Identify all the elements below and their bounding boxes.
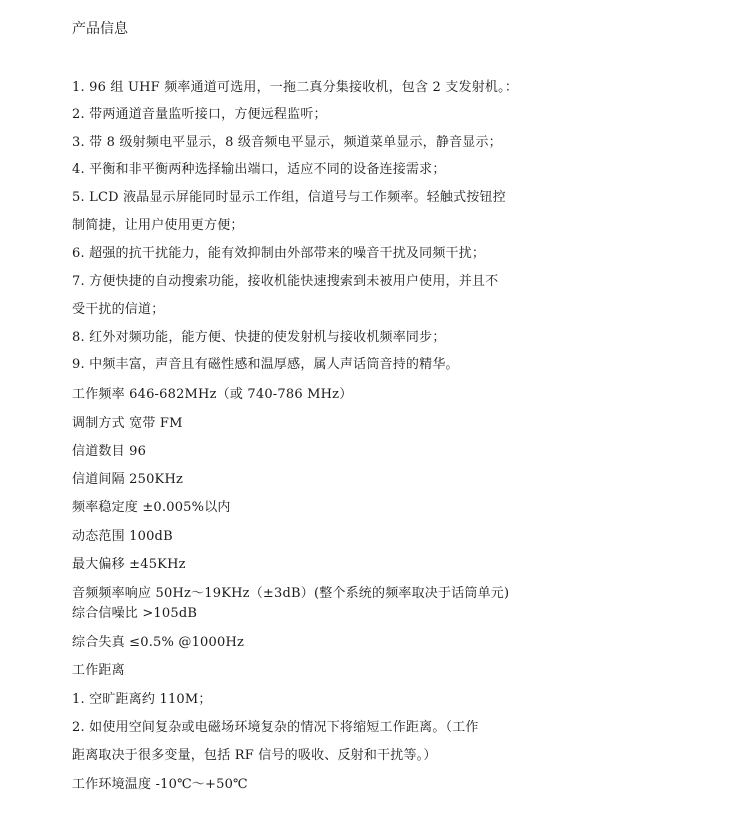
distance-line-2b: 距离取决于很多变量，包括 RF 信号的吸收、反射和干扰等。） bbox=[72, 748, 437, 763]
spec-channel-spacing: 信道间隔 250KHz bbox=[72, 472, 184, 487]
page-title: 产品信息 bbox=[72, 21, 128, 37]
distance-line-1: 1. 空旷距离约 110M； bbox=[72, 692, 212, 707]
spec-operating-temp: 工作环境温度 -10℃～+50℃ bbox=[72, 777, 248, 792]
feature-line-5a: 5. LCD 液晶显示屏能同时显示工作组，信道号与工作频率。轻触式按钮控 bbox=[72, 190, 506, 205]
distance-line-2a: 2. 如使用空间复杂或电磁场环境复杂的情况下将缩短工作距离。（工作 bbox=[72, 720, 479, 735]
feature-line-9: 9. 中频丰富，声音且有磁性感和温厚感，属人声话筒音持的精华。 bbox=[72, 357, 459, 372]
feature-line-2: 2. 带两通道音量监听接口，方便远程监听； bbox=[72, 107, 327, 122]
spec-distortion: 综合失真 ≤0.5% @1000Hz bbox=[72, 635, 245, 650]
feature-line-7b: 受干扰的信道； bbox=[72, 302, 165, 317]
spec-channels: 信道数目 96 bbox=[72, 444, 147, 459]
feature-line-5b: 制简捷，让用户使用更方便； bbox=[72, 218, 244, 233]
feature-line-3: 3. 带 8 级射频电平显示，8 级音频电平显示，频道菜单显示，静音显示； bbox=[72, 135, 502, 150]
feature-line-1: 1. 96 组 UHF 频率通道可选用，一拖二真分集接收机，包含 2 支发射机。： bbox=[72, 80, 519, 95]
spec-audio-response: 音频频率响应 50Hz～19KHz（±3dB）(整个系统的频率取决于话筒单元) bbox=[72, 586, 510, 601]
spec-dynamic-range: 动态范围 100dB bbox=[72, 529, 173, 544]
spec-modulation: 调制方式 宽带 FM bbox=[72, 416, 183, 431]
spec-snr: 综合信噪比 >105dB bbox=[72, 606, 198, 621]
feature-line-4: 4. 平衡和非平衡两种选择输出端口，适应不同的设备连接需求； bbox=[72, 162, 446, 177]
feature-line-8: 8. 红外对频功能，能方便、快捷的使发射机与接收机频率同步； bbox=[72, 330, 446, 345]
section-working-distance: 工作距离 bbox=[72, 663, 125, 678]
spec-stability: 频率稳定度 ±0.005%以内 bbox=[72, 500, 231, 515]
feature-line-7a: 7. 方便快捷的自动搜索功能，接收机能快速搜索到未被用户使用，并且不 bbox=[72, 274, 499, 289]
spec-frequency: 工作频率 646-682MHz（或 740-786 MHz） bbox=[72, 387, 353, 402]
spec-max-deviation: 最大偏移 ±45KHz bbox=[72, 557, 186, 572]
feature-line-6: 6. 超强的抗干扰能力，能有效抑制由外部带来的噪音干扰及同频干扰； bbox=[72, 246, 486, 261]
